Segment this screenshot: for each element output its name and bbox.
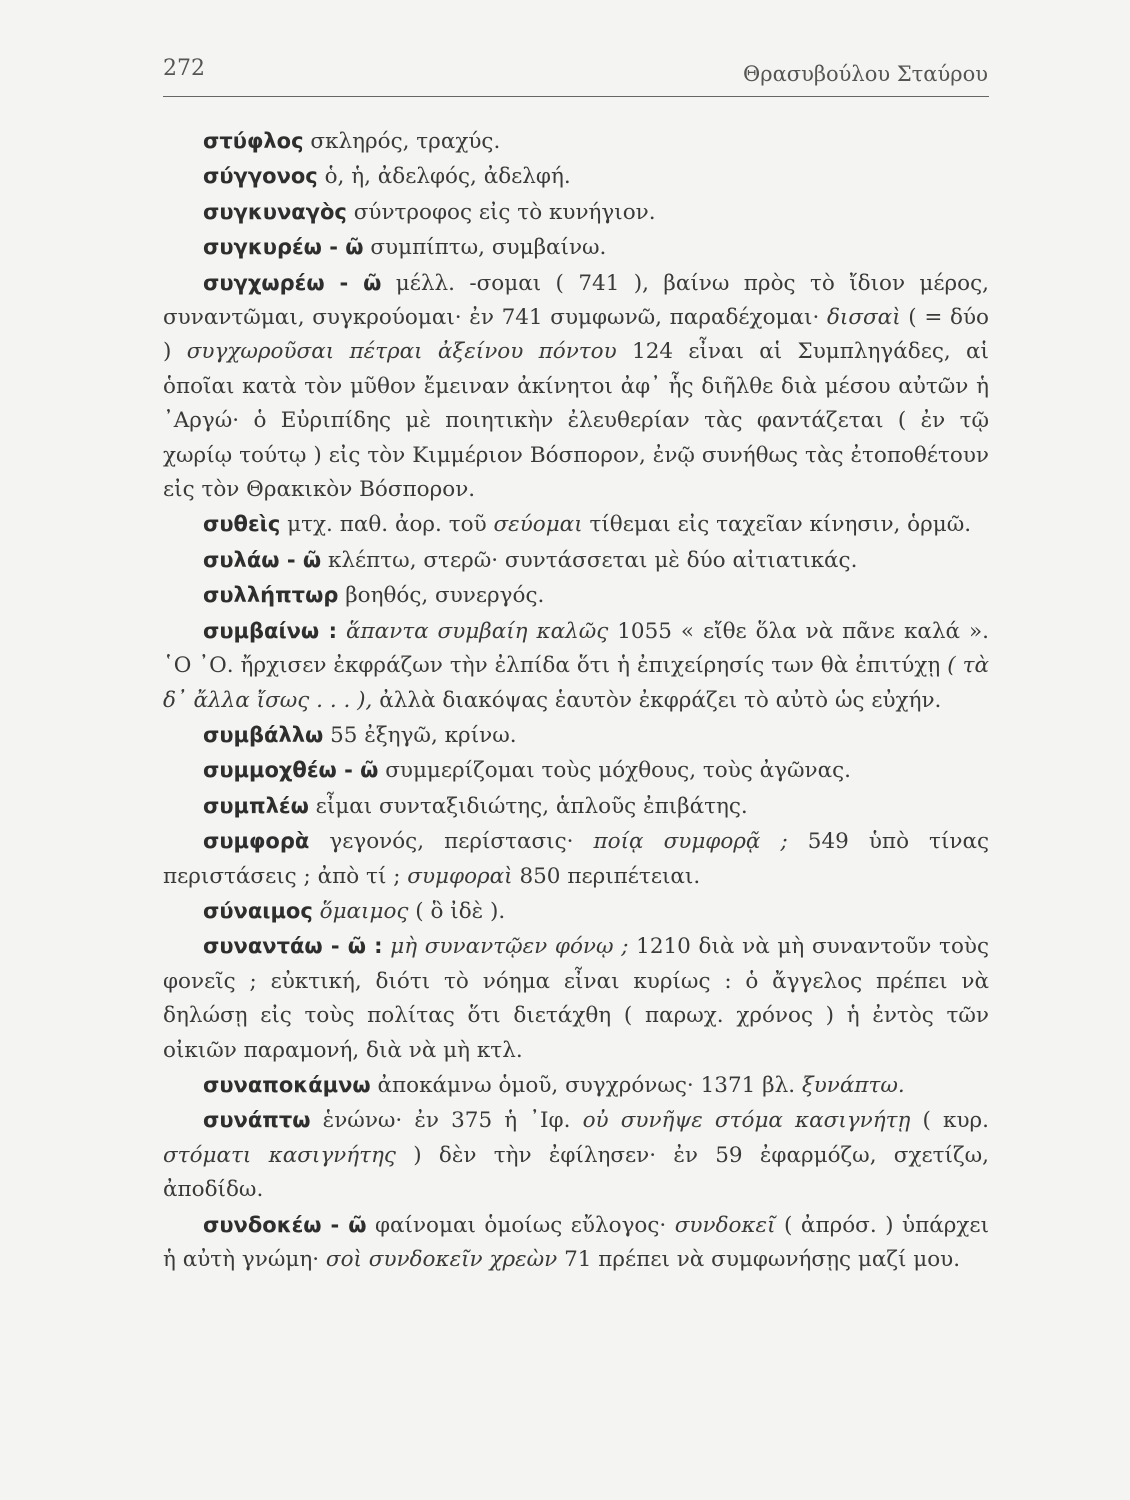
definition-part: ( ὃ ἰδὲ ). (408, 898, 506, 924)
definition-part (313, 899, 320, 924)
entry-synantao (163, 929, 989, 1068)
headword: συμβαίνω : (203, 618, 338, 643)
definition: βοηθός, συνεργός. (338, 583, 545, 609)
definition-part: 1210 διὰ νὰ μὴ συναντοῦν τοὺς φονεῖς ; εὐκτική, διότι τὸ νόημα εἶναι κυρίως : ὁ ἄγγελος πρέπει νὰ δηλώσῃ εἰς τοὺς πολίτας ὅτι διετάχθη ( παρωχ. χρόνος ) ἡ ἐντὸς τῶν οἰκιῶν παραμονή, διὰ νὰ μὴ κτλ. (163, 934, 989, 1063)
definition: 55 ἐξηγῶ, κρίνω. (323, 722, 517, 748)
quotation: σοὶ συνδοκεῖν χρεὼν (325, 1247, 558, 1272)
headword: συμφορὰ (203, 829, 310, 854)
definition: κλέπτω, στερῶ· συντάσσεται μὲ δύο αἰτιατικάς. (321, 547, 858, 573)
definition-part: μέλλ. -σομαι ( 741 ), βαίνω πρὸς τὸ ἴδιον μέρος, συναντῶμαι, συγκρούομαι· ἐν 741 συμφωνῶ, παραδέχομαι· (163, 270, 989, 331)
headword: συθεὶς (203, 512, 281, 537)
definition-part: ἑνώνω· ἐν 375 ἡ ᾿Ιφ. (310, 1108, 583, 1134)
running-head: Θρασυβούλου Σταύρου (743, 62, 988, 86)
quotation: συνδοκεῖ (674, 1212, 776, 1238)
quotation: ποίᾳ συμφορᾷ ; (593, 829, 788, 855)
entry-sylao (163, 543, 989, 578)
definition-part: γεγονός, περίστασις· (309, 829, 594, 855)
quotation: ὅμαιμος (319, 898, 409, 924)
quotation: οὐ συνῆψε στόμα κασιγνήτῃ (582, 1108, 911, 1134)
entry-synkyreo (163, 230, 989, 265)
definition-part (337, 619, 346, 644)
quotation: ἅπαντα συμβαίη καλῶς (345, 618, 609, 644)
definition: συμμερίζομαι τοὺς μόχθους, τοὺς ἀγῶνας. (378, 758, 852, 784)
definition: εἶμαι συνταξιδιώτης, ἁπλοῦς ἐπιβάτης. (308, 793, 748, 819)
headword: στύφλος (203, 129, 304, 153)
headword: συναντάω - ῶ : (203, 934, 383, 959)
quotation: ( τὰ δ᾿ ἄλλα ἴσως . . . ), (163, 653, 989, 713)
quotation: μὴ συναντῷεν φόνῳ ; (390, 934, 629, 960)
definition-part: ἀποκάμνω ὁμοῦ, συγχρόνως· 1371 βλ. (370, 1072, 802, 1098)
definition-part: φαίνομαι ὁμοίως εὔλογος· (366, 1212, 675, 1238)
definition: ὁ, ἡ, ἀδελφός, ἀδελφή. (317, 164, 571, 190)
headword: συνάπτω (203, 1108, 311, 1133)
entry-symballo (163, 718, 989, 753)
headword: συγκυναγὸς (203, 199, 347, 224)
headword: συλάω - ῶ (203, 547, 322, 572)
definition-part: τίθεμαι εἰς ταχεῖαν κίνησιν, ὁρμῶ. (582, 512, 972, 538)
entry-syllepor (163, 578, 989, 613)
quotation: ξυνάπτω. (801, 1072, 905, 1098)
quotation: σεύομαι (493, 512, 583, 538)
headword: σύναιμος (203, 898, 313, 923)
entry-syndokeo (163, 1208, 989, 1278)
headword: συμπλέω (203, 793, 309, 818)
headword: συνδοκέω - ῶ (203, 1212, 367, 1237)
entry-synapto (163, 1103, 989, 1207)
definition-part: 549 ὑπὸ τίνας περιστάσεις ; ἀπὸ τί ; (163, 829, 990, 889)
entry-synapokamno (163, 1068, 989, 1103)
definition-part: 124 εἶναι αἱ Συμπληγάδες, αἱ ὁποῖαι κατὰ τὸν μῦθον ἔμειναν ἀκίνητοι ἀφ᾿ ἧς διῆλθε διὰ μέσου αὐτῶν ἡ ᾿Αργώ· ὁ Εὐριπίδης μὲ ποιητικὴν ἐλευθερίαν τὰς φαντάζεται ( ἐν τῷ χωρίῳ τούτῳ ) εἰς τὸν Κιμμέριον Βόσπορον, ἐνῷ συνήθως τὰς ἐτοποθέτουν εἰς τὸν Θρακικὸν Βόσπορον. (163, 339, 989, 503)
quotation: δισσαὶ (826, 305, 901, 331)
definition-part: ) δὲν τὴν ἐφίλησεν· ἐν 59 ἐφαρμόζω, σχετίζω, ἀποδίδω. (163, 1142, 989, 1203)
quotation: συμφοραὶ (407, 863, 513, 889)
definition: σκληρός, τραχύς. (303, 129, 501, 154)
definition-part: ( κυρ. (910, 1108, 990, 1134)
entry-synchoreo (163, 266, 989, 508)
definition: συμπίπτω, συμβαίνω. (363, 235, 607, 261)
entry-styphlos (163, 124, 989, 159)
entry-symbaino (163, 614, 989, 718)
quotation: συγχωροῦσαι πέτραι ἀξείνου πόντου (186, 339, 617, 365)
definition: σύντροφος εἰς τὸ κυνήγιον. (346, 199, 656, 225)
headword: συναποκάμνω (203, 1072, 371, 1097)
quotation: στόματι κασιγνήτης (163, 1142, 396, 1168)
dictionary-body (163, 124, 989, 1277)
definition-part: 850 περιπέτειαι. (512, 863, 701, 889)
definition-part: μτχ. παθ. ἀορ. τοῦ (280, 512, 494, 538)
entry-symmochtheo (163, 753, 989, 788)
headword: συγχωρέω - ῶ (203, 270, 382, 295)
entry-synkynagos (163, 195, 989, 230)
entry-syngonos (163, 159, 989, 194)
definition-part: ( ἀπρόσ. ) ὑπάρχει ἡ αὐτὴ γνώμη· (163, 1212, 990, 1272)
entry-synaimos (163, 894, 989, 929)
entry-sytheis (163, 507, 989, 542)
definition-part: ( = δύο ) (163, 305, 989, 365)
definition-part: 1055 « εἴθε ὅλα νὰ πᾶνε καλά ». ῾Ο ᾿Ο. ἤρχισεν ἐκφράζων τὴν ἐλπίδα ὅτι ἡ ἐπιχείρησίς των θὰ ἐπιτύχῃ (163, 618, 989, 679)
headword: σύγγονος (203, 164, 318, 189)
header-rule (163, 96, 989, 97)
entry-symphora (163, 824, 989, 894)
definition-part: ἀλλὰ διακόψας ἑαυτὸν ἐκφράζει τὸ αὐτὸ ὡς εὐχήν. (372, 687, 942, 713)
page-number: 272 (163, 56, 205, 81)
headword: συλλήπτωρ (203, 583, 339, 608)
entry-sympleo (163, 789, 989, 824)
headword: συμμοχθέω - ῶ (203, 758, 379, 783)
definition-part: 71 πρέπει νὰ συμφωνήσῃς μαζί μου. (557, 1247, 961, 1272)
headword: συγκυρέω - ῶ (203, 235, 364, 260)
headword: συμβάλλω (203, 722, 324, 747)
